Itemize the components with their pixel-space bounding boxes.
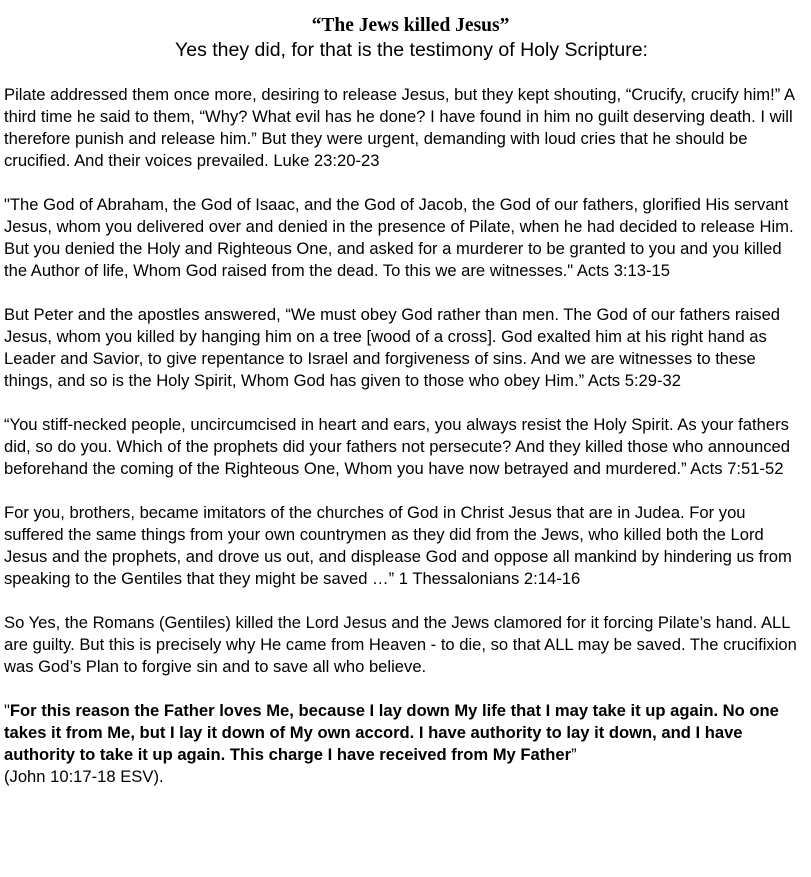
passage-1-thessalonians-2: For you, brothers, became imitators of the churches of God in Christ Jesus that are in Judea. For you suffered the same things from your own countrymen as they did from the Jews, who killed both the Lord Jesus and the prophets, and drove us out, and displease God and oppose all mankind by hindering us from speaking to the Gentiles that they might be saved …” 1 Thessalonians 2:14-16	[4, 503, 792, 588]
page-subtitle: Yes they did, for that is the testimony of Holy Scripture:	[175, 39, 648, 61]
passage-acts-7: “You stiff-necked people, uncircumcised in heart and ears, you always resist the Holy Spirit. As your fathers did, so do you. Which of the prophets did your fathers not persecute? And they killed those who announced beforehand the coming of the Righteous One, Whom you have now betrayed and murdered.” Acts 7:51-52	[4, 415, 790, 478]
passage-luke-23: Pilate addressed them once more, desiring to release Jesus, but they kept shouting, “Crucify, crucify him!” A third time he said to them, “Why? What evil has he done? I have found in him no guilt deserving death. I will therefore punish and release him.” But they were urgent, demanding with loud cries that he should be crucified. And their voices prevailed. Luke 23:20-23	[4, 85, 795, 170]
closing-bold-text: For this reason the Father loves Me, because I lay down My life that I may take it up again. No one takes it from Me, but I lay it down of My own accord. I have authority to lay it down, and I have authority to take it up again. This charge I have received from My Father	[4, 701, 779, 764]
closing-reference: (John 10:17-18 ESV).	[4, 767, 164, 786]
closing-close-quote: ”	[571, 745, 577, 764]
passage-acts-5: But Peter and the apostles answered, “We must obey God rather than men. The God of our fathers raised Jesus, whom you killed by hanging him on a tree [wood of a cross]. God exalted him at his right hand as Leader and Savior, to give repentance to Israel and forgiveness of sins. And we are witnesses to these things, and so is the Holy Spirit, Whom God has given to those who obey Him.” Acts 5:29-32	[4, 305, 781, 390]
passage-acts-3: "The God of Abraham, the God of Isaac, and the God of Jacob, the God of our fathers, glorified His servant Jesus, whom you delivered over and denied in the presence of Pilate, when he had decided to release Him. But you denied the Holy and Righteous One, and asked for a murderer to be granted to you and you killed the Author of life, Whom God raised from the dead. To this we are witnesses." Acts 3:13-15	[4, 195, 794, 280]
closing-open-quote: "	[4, 701, 10, 720]
closing-quote-john-10	[4, 700, 807, 788]
page-title: “The Jews killed Jesus”	[311, 15, 510, 36]
commentary-paragraph: So Yes, the Romans (Gentiles) killed the Lord Jesus and the Jews clamored for it forcing Pilate’s hand. ALL are guilty. But this is precisely why He came from Heaven - to die, so that ALL may be saved. The crucifixion was God’s Plan to forgive sin and to save all who believe.	[4, 613, 797, 676]
